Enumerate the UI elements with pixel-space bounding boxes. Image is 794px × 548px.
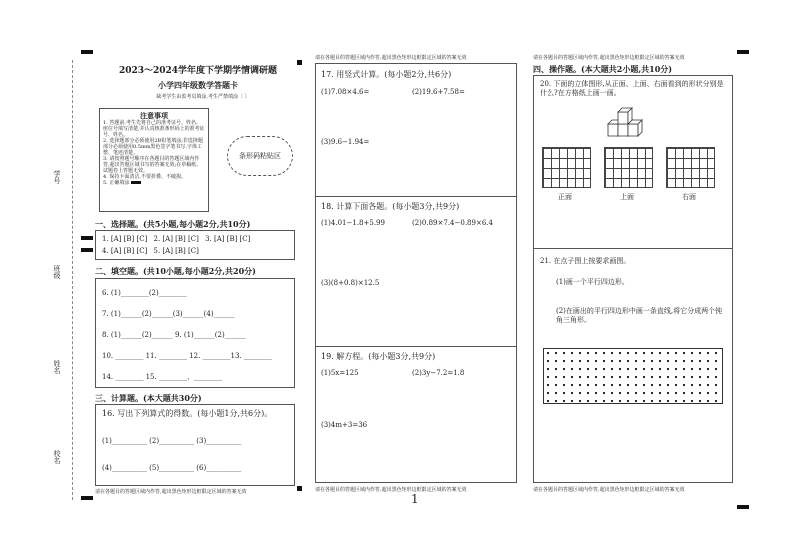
registration-mark: [297, 486, 302, 491]
dot-grid[interactable]: [543, 348, 723, 404]
q17-item-3[interactable]: (3)9.6−1.94=: [321, 138, 370, 146]
op-section-title: 四、操作题。(本大题共2小题,共10分): [533, 64, 673, 74]
instruction-item: 5. 正确填涂: [103, 180, 205, 186]
q19-item-3[interactable]: (3)4m+3=36: [321, 421, 368, 429]
q20-text: 20. 下面的立体图形,从正面、上面、右面看到的形状分别是什么?在方格纸上画一画。: [540, 80, 724, 97]
notice-top-col2: 请在各题目的答题区域内作答,超出黑色矩形边框限定区域的答案无效: [315, 55, 467, 61]
q19-item-1[interactable]: (1)5x=125: [321, 369, 359, 377]
q17-title: 17. 用竖式计算。(每小题2分,共6分): [321, 70, 452, 79]
registration-mark: [737, 50, 749, 54]
page-number: 1: [411, 492, 419, 506]
fill-line[interactable]: 14. ________ 15. ________、________: [102, 373, 222, 381]
choice-option-3[interactable]: 3. [A] [B] [C]: [205, 235, 251, 243]
fill-section-title: 二、填空题。(共10小题,每小题2分,共20分): [95, 266, 256, 276]
choice-option-2[interactable]: 2. [A] [B] [C]: [153, 235, 199, 243]
barcode-label: 条形码粘贴区: [239, 151, 281, 160]
instruction-item: 3. 请按照题号顺序在各题目的答题区域内作答,超出答题区域书写的答案无效;在草稿纸、试题卷上答题无效。: [103, 156, 202, 174]
registration-mark: [297, 60, 302, 65]
divider: [315, 196, 517, 197]
registration-mark: [81, 50, 93, 54]
side-label-name: 姓名: [53, 360, 61, 374]
fill-line[interactable]: 6. (1)________(2)________: [102, 289, 187, 297]
choice-section-title: 一、选择题。(共5小题,每小题2分,共10分): [95, 219, 251, 229]
notice-top-col3: 请在各题目的答题区域内作答,超出黑色矩形边框限定区域的答案无效: [533, 55, 685, 61]
divider: [533, 248, 733, 249]
q21-item-2: (2)在画出的平行四边形中画一条直线,将它分成两个钝角三角形。: [556, 307, 723, 324]
grid-top[interactable]: [604, 147, 653, 188]
page-subtitle: 小学四年级数学答题卡: [158, 80, 238, 90]
choice-answer-box: [95, 230, 295, 260]
divider: [315, 346, 517, 347]
fill-line[interactable]: 7. (1)______(2)______(3)______(4)______: [102, 310, 235, 318]
registration-mark: [737, 505, 749, 509]
side-label-school: 校名: [53, 450, 61, 464]
q16-line[interactable]: (1)__________ (2)__________ (3)__________: [102, 437, 242, 445]
barcode-area: [227, 136, 293, 176]
q16-title: 16. 写出下列算式的得数。(每小题1分,共6分)。: [102, 409, 273, 418]
side-label-class: 班级: [53, 265, 61, 279]
instructions-title: 注意事项: [140, 111, 168, 120]
instruction-item: 1. 答题前,考生先将自己的准考证号、姓名、座位号填写清楚,并认真核准条形码上的准考证号、姓名。: [103, 120, 205, 138]
calc-section-title: 三、计算题。(本大题共30分): [95, 393, 202, 403]
cube-figure: [606, 104, 648, 138]
notice-bottom-col1: 请在各题目的答题区域内作答,超出黑色矩形边框限定区域的答案无效: [95, 489, 247, 495]
page-title: 2023～2024学年度下学期学情调研题: [118, 66, 278, 76]
grid-right[interactable]: [666, 147, 715, 188]
q19-item-2[interactable]: (2)3y−7.2=1.8: [412, 369, 465, 377]
q21-item-1: (1)画一个平行四边形。: [556, 278, 629, 286]
q18-title: 18. 计算下面各题。(每小题3分,共9分): [321, 202, 460, 211]
q21-text: 21. 在点子图上按要求画图。: [540, 257, 631, 265]
registration-mark: [81, 248, 93, 252]
q16-line[interactable]: (4)__________ (5)__________ (6)__________: [102, 464, 242, 472]
fill-line[interactable]: 8. (1)______(2)______ 9. (1)______(2)______: [102, 331, 246, 339]
registration-mark: [81, 496, 93, 500]
choice-option-1[interactable]: 1. [A] [B] [C]: [102, 235, 148, 243]
q17-item-1[interactable]: (1)7.08×4.6=: [321, 88, 370, 96]
grid-front[interactable]: [542, 147, 591, 188]
fill-answer-box: [95, 278, 295, 388]
instruction-item: 2. 选择题部分必须使用2B铅笔填涂;非选择题部分必须使用0.5mm黑色签字笔书写,字体工整、笔迹清楚。: [103, 138, 203, 156]
view-label-right: 右面: [682, 193, 696, 201]
choice-option-4[interactable]: 4. [A] [B] [C]: [102, 247, 148, 255]
q18-item-1[interactable]: (1)4.01−1.8+5.99: [321, 219, 385, 227]
filled-sample-icon: [131, 181, 141, 184]
choice-option-5[interactable]: 5. [A] [B] [C]: [153, 247, 199, 255]
notice-bottom-col3: 请在各题目的答题区域内作答,超出黑色矩形边框限定区域的答案无效: [533, 487, 685, 493]
instructions-box: [99, 108, 209, 212]
instruction-item: 4. 保持卡面清洁,不要折叠、不破损。: [103, 174, 186, 180]
q17-item-2[interactable]: (2)19.6+7.58=: [412, 88, 465, 96]
absent-note: 缺考学生由监考员填涂,考生严禁填涂〔 〕: [156, 94, 250, 100]
registration-mark: [81, 236, 93, 240]
q16-answer-box: [95, 404, 295, 486]
binding-line: [72, 60, 73, 500]
side-label-student-id: 学号: [53, 170, 61, 184]
q18-item-3[interactable]: (3)(8+0.8)×12.5: [321, 279, 380, 287]
q19-title: 19. 解方程。(每小题3分,共9分): [321, 352, 436, 361]
view-label-front: 正面: [558, 193, 572, 201]
view-label-top: 上面: [620, 193, 634, 201]
notice-bottom-col2: 请在各题目的答题区域内作答,超出黑色矩形边框限定区域的答案无效: [315, 487, 467, 493]
fill-line[interactable]: 10. ________ 11. ________ 12. ________13. ________: [102, 352, 272, 360]
q18-item-2[interactable]: (2)0.89×7.4−0.89×6.4: [412, 219, 493, 227]
col2-frame: [315, 63, 517, 483]
